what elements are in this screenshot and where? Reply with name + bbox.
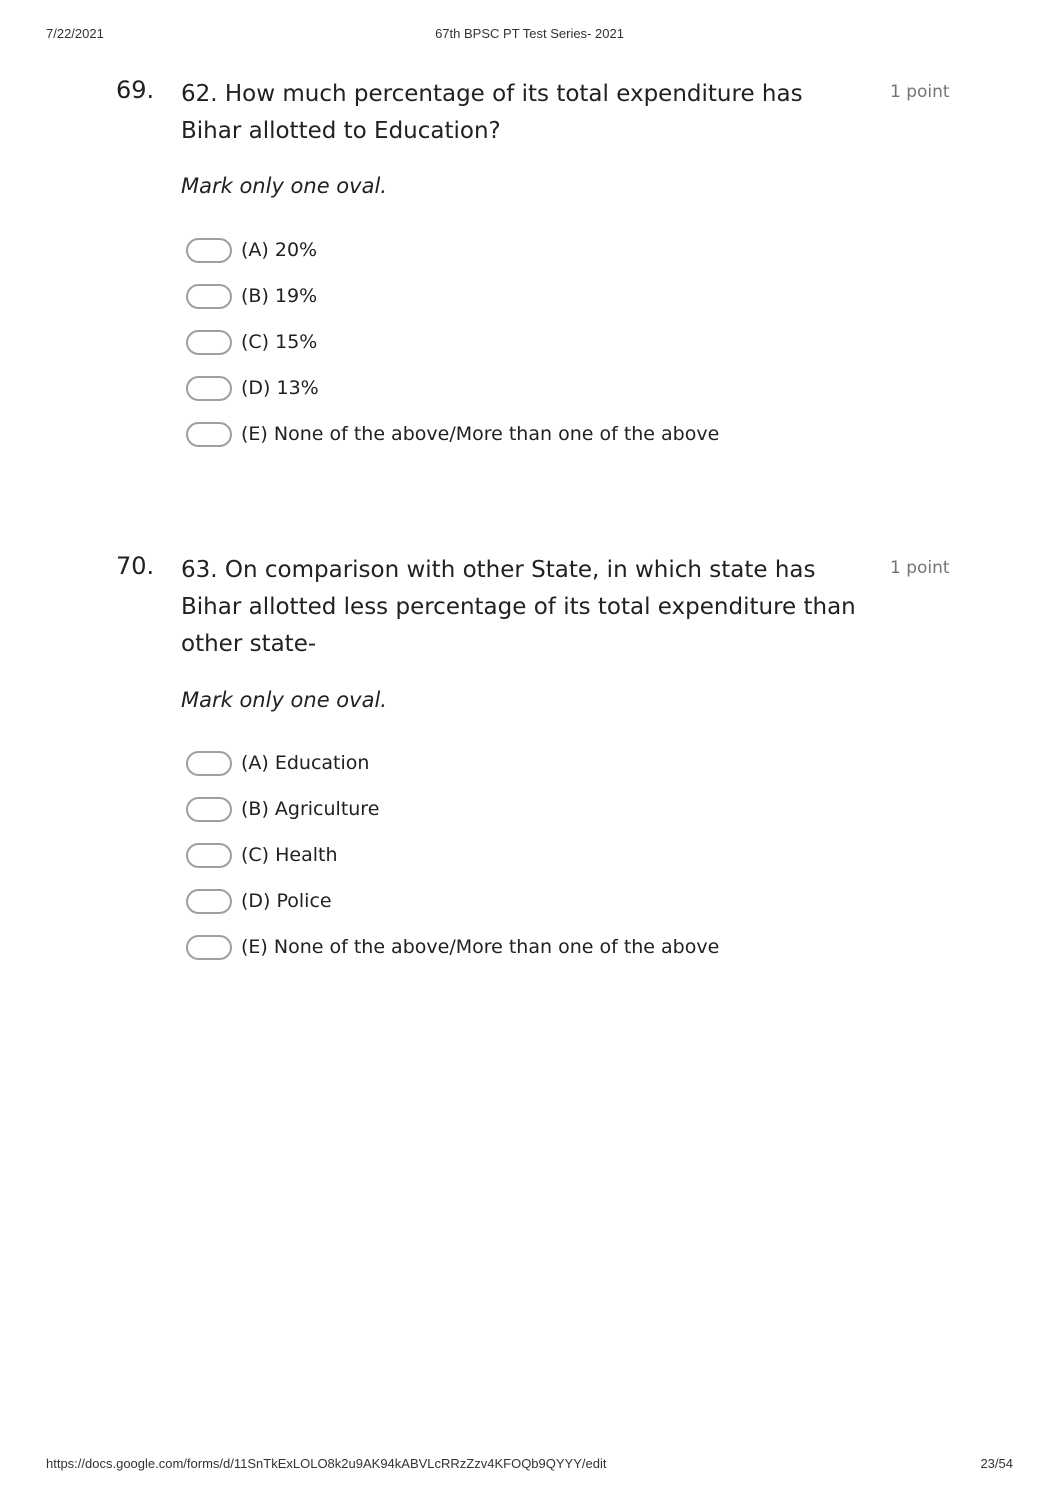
option-d[interactable] xyxy=(186,878,719,924)
option-label: (C) 15% xyxy=(241,331,318,353)
question-points: 1 point xyxy=(890,558,950,578)
option-label: (D) 13% xyxy=(241,377,319,399)
option-label: (E) None of the above/More than one of the above xyxy=(241,936,720,958)
option-b[interactable] xyxy=(186,786,719,832)
options-list xyxy=(186,740,719,970)
oval-radio[interactable] xyxy=(186,238,232,263)
question-text: 63. On comparison with other State, in which state has Bihar allotted less percentage of its total expenditure than other state- xyxy=(181,557,856,657)
option-label: (B) Agriculture xyxy=(241,798,380,820)
oval-radio[interactable] xyxy=(186,422,232,447)
oval-radio[interactable] xyxy=(186,843,232,868)
document-title: 67th BPSC PT Test Series- 2021 xyxy=(435,26,624,41)
oval-radio[interactable] xyxy=(186,376,232,401)
option-label: (A) 20% xyxy=(241,239,318,261)
option-b[interactable] xyxy=(186,273,719,319)
oval-radio[interactable] xyxy=(186,797,232,822)
option-c[interactable] xyxy=(186,319,719,365)
option-label: (D) Police xyxy=(241,890,332,912)
option-c[interactable] xyxy=(186,832,719,878)
oval-radio[interactable] xyxy=(186,284,232,309)
question-number: 70. xyxy=(116,552,155,580)
oval-radio[interactable] xyxy=(186,935,232,960)
question-points: 1 point xyxy=(890,82,950,102)
page-number: 23/54 xyxy=(980,1456,1013,1471)
question-instruction: Mark only one oval. xyxy=(181,174,387,198)
option-label: (E) None of the above/More than one of the above xyxy=(241,423,720,445)
option-d[interactable] xyxy=(186,365,719,411)
page-url: https://docs.google.com/forms/d/11SnTkExLOLO8k2u9AK94kABVLcRRzZzv4KFOQb9QYYY/edit xyxy=(46,1456,607,1471)
option-e[interactable] xyxy=(186,411,719,457)
option-label: (A) Education xyxy=(241,752,370,774)
option-a[interactable] xyxy=(186,740,719,786)
question-instruction: Mark only one oval. xyxy=(181,688,387,712)
oval-radio[interactable] xyxy=(186,330,232,355)
options-list xyxy=(186,227,719,457)
question-number: 69. xyxy=(116,76,155,104)
print-date: 7/22/2021 xyxy=(46,26,104,41)
option-e[interactable] xyxy=(186,924,719,970)
oval-radio[interactable] xyxy=(186,751,232,776)
option-a[interactable] xyxy=(186,227,719,273)
oval-radio[interactable] xyxy=(186,889,232,914)
question-text: 62. How much percentage of its total expenditure has Bihar allotted to Education? xyxy=(181,81,803,144)
option-label: (C) Health xyxy=(241,844,338,866)
option-label: (B) 19% xyxy=(241,285,318,307)
